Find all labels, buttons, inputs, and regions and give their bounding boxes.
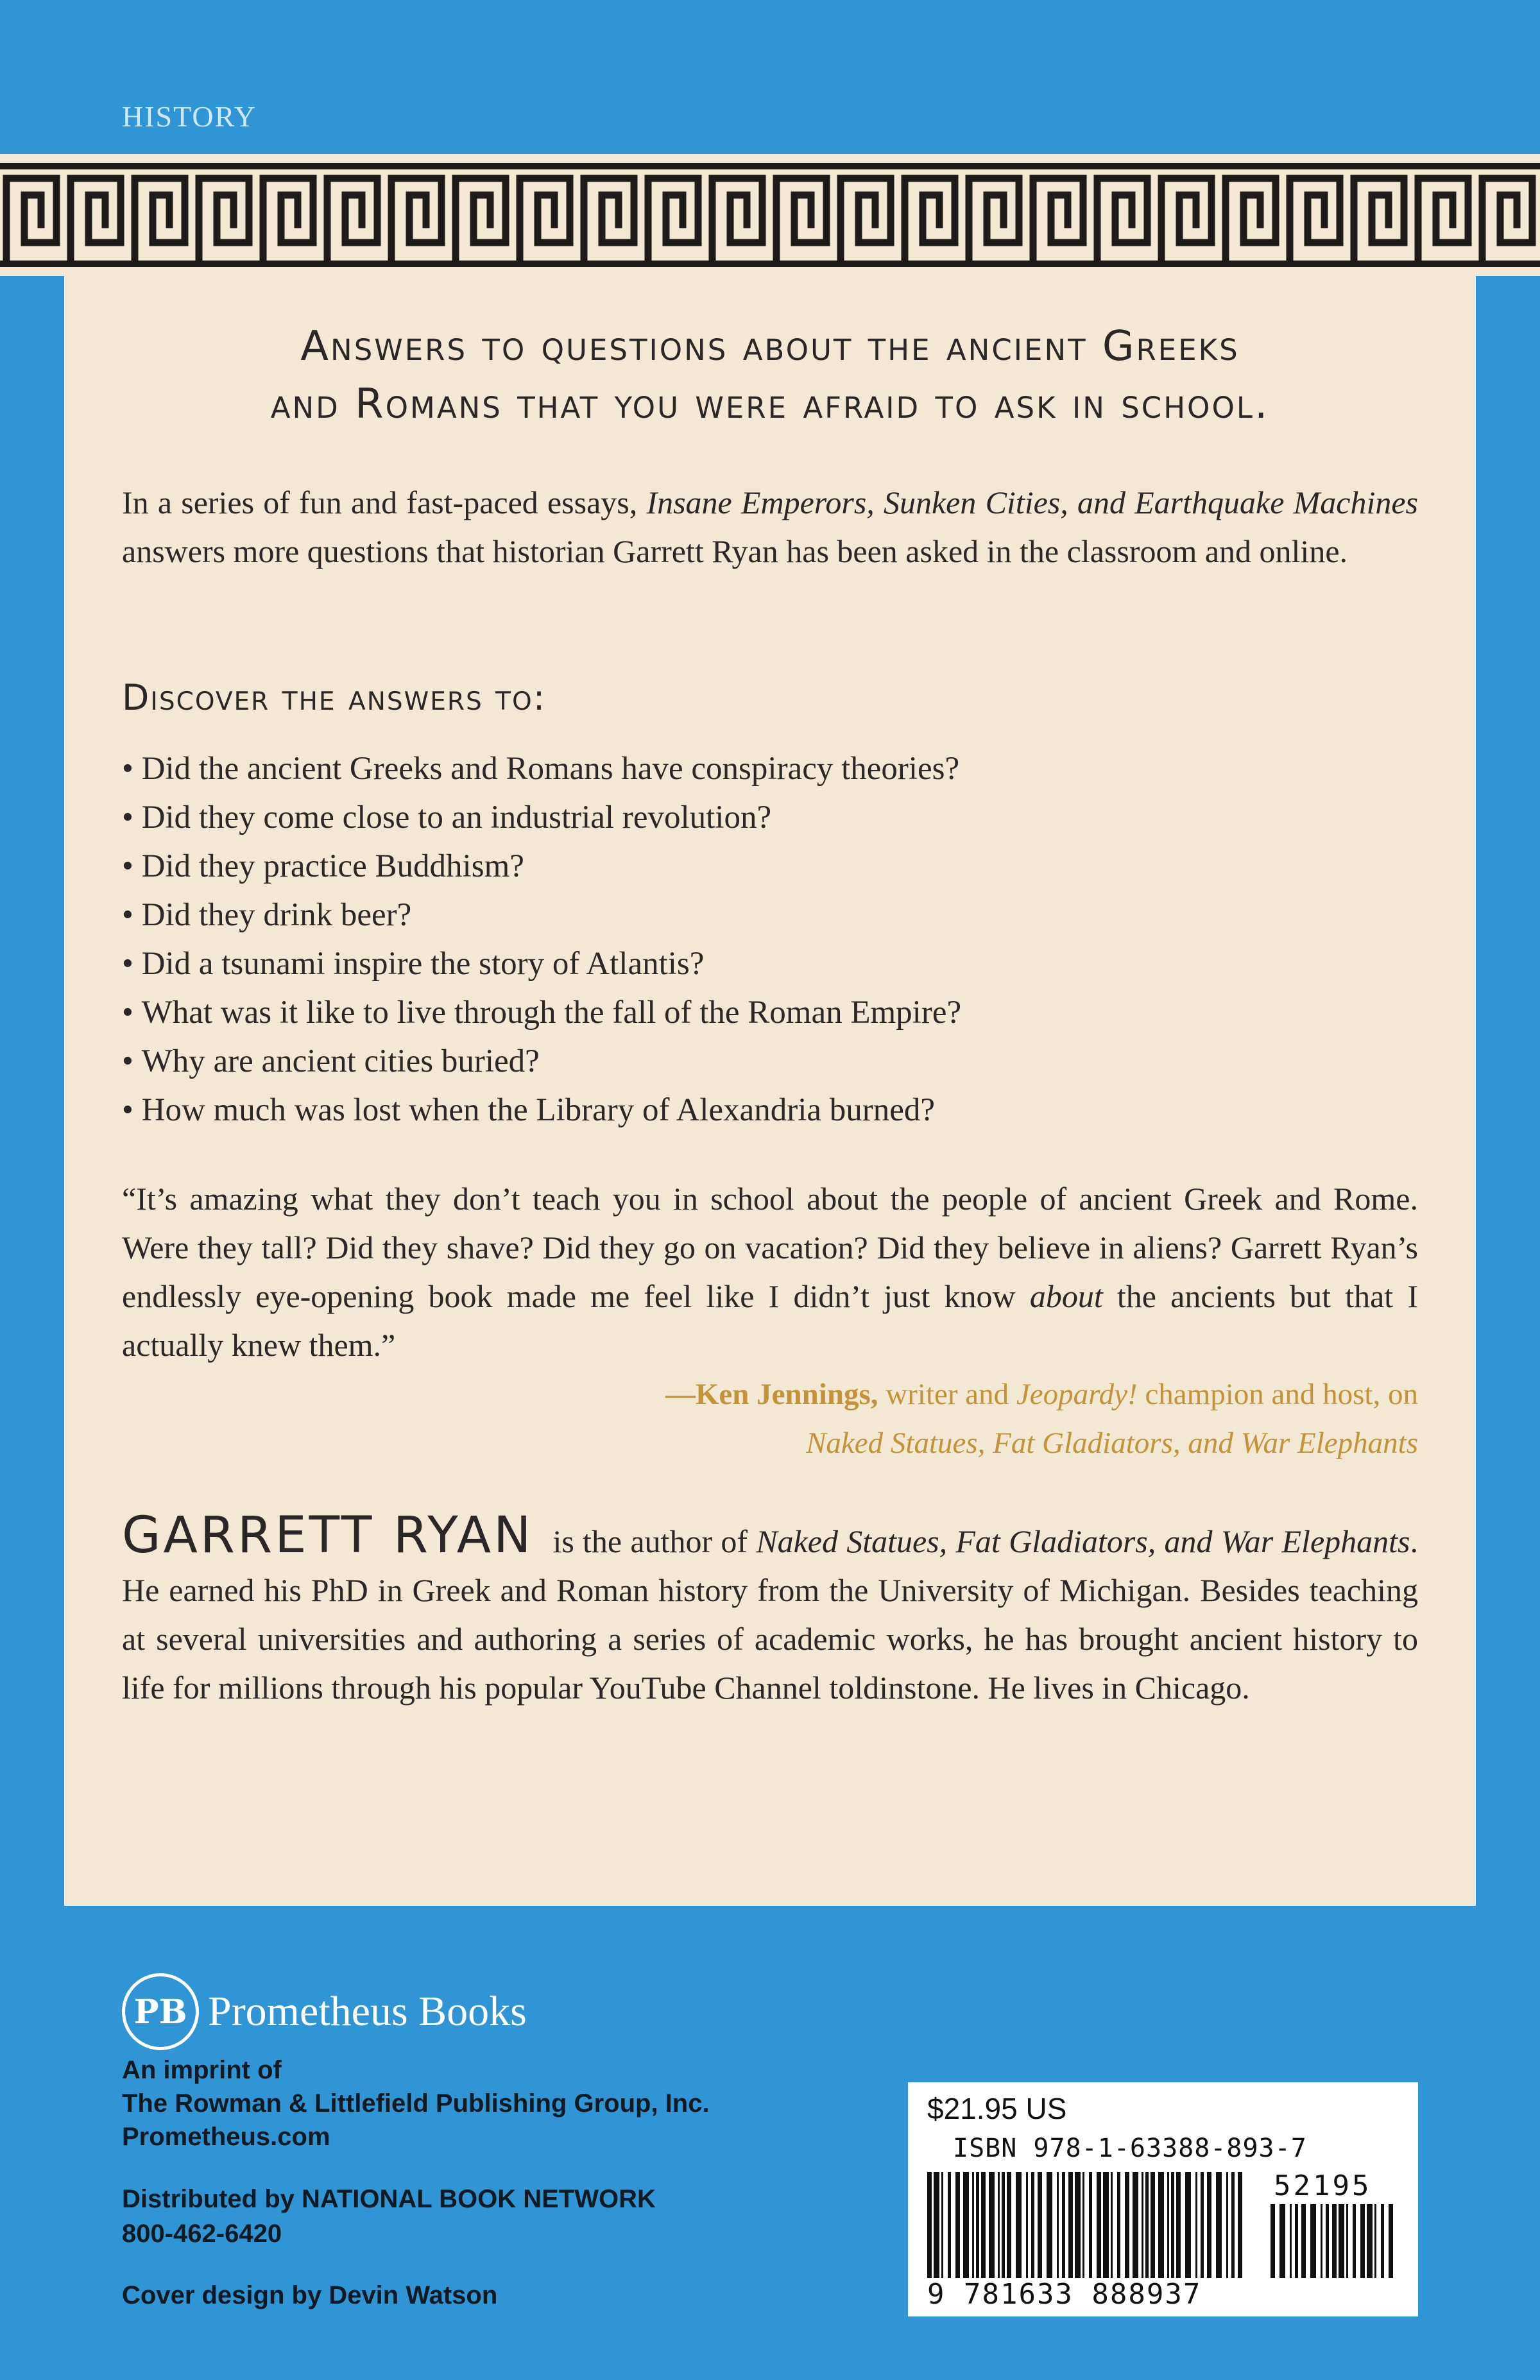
barcode-bar bbox=[972, 2172, 974, 2278]
imprint-line: Prometheus.com bbox=[122, 2123, 330, 2151]
barcode-bar bbox=[1310, 2204, 1316, 2278]
barcode-bar bbox=[1016, 2172, 1022, 2278]
barcode-bar bbox=[941, 2172, 943, 2278]
barcode-bar bbox=[981, 2172, 986, 2278]
barcode-bar bbox=[1346, 2204, 1348, 2278]
imprint-line: An imprint of bbox=[122, 2056, 282, 2084]
attribution-line-2 bbox=[665, 1419, 1418, 1468]
cover-design-credit: Cover design by Devin Watson bbox=[122, 2281, 498, 2309]
quote-text-start: “It’s amazing what they don’t teach you in school about the people of ancient Greek and Rome. Were they tall? Did they shave? Did they go on vacation? Did they believe in aliens? Garrett Ryan’s endlessly eye-opening book made me feel like I didn’t just know bbox=[122, 1181, 1418, 1314]
barcode-bar bbox=[1062, 2172, 1065, 2278]
barcode-bar bbox=[927, 2172, 932, 2278]
imprint-line: The Rowman & Littlefield Publishing Group, Inc. bbox=[122, 2089, 710, 2118]
intro-text-start: In a series of fun and fast-paced essays, bbox=[122, 484, 647, 520]
barcode-bar bbox=[934, 2172, 939, 2278]
author-name: GARRETT RYAN bbox=[122, 1507, 534, 1564]
bio-text-start: is the author of bbox=[552, 1523, 757, 1559]
quote-attribution bbox=[665, 1370, 1418, 1468]
barcode-bar bbox=[976, 2172, 979, 2278]
barcode-bar bbox=[1201, 2172, 1204, 2278]
barcode-bar bbox=[1226, 2172, 1228, 2278]
barcode-bar bbox=[963, 2172, 969, 2278]
barcode-bar bbox=[1185, 2172, 1191, 2278]
barcode-bar bbox=[998, 2172, 1000, 2278]
attribution-line-1 bbox=[665, 1370, 1418, 1419]
barcode-bar bbox=[1389, 2204, 1393, 2278]
barcode-bar bbox=[1111, 2172, 1113, 2278]
barcode-bar bbox=[1151, 2172, 1155, 2278]
blurb-quote bbox=[122, 1174, 1418, 1369]
barcode-bar bbox=[1082, 2172, 1084, 2278]
attribution-role-end: champion and host, on bbox=[1137, 1378, 1418, 1411]
barcode-bar bbox=[1339, 2204, 1344, 2278]
author-bio bbox=[122, 1507, 1418, 1712]
barcode-bar bbox=[1031, 2172, 1034, 2278]
barcode-bar bbox=[1381, 2204, 1384, 2278]
barcode-bar bbox=[1026, 2172, 1028, 2278]
barcode-box bbox=[908, 2082, 1418, 2316]
intro-book-title: Insane Emperors, Sunken Cities, and Earthquake Machines bbox=[646, 484, 1418, 520]
distributor-line: 800-462-6420 bbox=[122, 2220, 282, 2248]
barcode-bar bbox=[1279, 2204, 1285, 2278]
question-item: • Did they drink beer? bbox=[122, 891, 961, 939]
question-item: • Did the ancient Greeks and Romans have conspiracy theories? bbox=[122, 744, 961, 793]
barcode-bar bbox=[1332, 2204, 1337, 2278]
barcode-bar bbox=[1353, 2204, 1356, 2278]
barcode-bar bbox=[1075, 2172, 1081, 2278]
questions-list bbox=[122, 744, 961, 1134]
bio-book-title: Naked Statues, Fat Gladiators, and War Elephants bbox=[756, 1523, 1410, 1559]
barcode-bar bbox=[1238, 2172, 1242, 2278]
barcode-bar bbox=[1002, 2172, 1005, 2278]
attribution-book: Naked Statues, Fat Gladiators, and War Elephants bbox=[806, 1426, 1418, 1460]
barcode-bar bbox=[1321, 2204, 1322, 2278]
barcode-bar bbox=[1117, 2172, 1120, 2278]
barcode-bar bbox=[1195, 2172, 1197, 2278]
distributor-line: Distributed by NATIONAL BOOK NETWORK bbox=[122, 2185, 656, 2213]
barcode-bar bbox=[989, 2172, 995, 2278]
barcode-digits: 9 781633 888937 bbox=[927, 2278, 1248, 2311]
addon-barcode bbox=[1270, 2204, 1399, 2278]
headline-line-1: Answers to questions about the ancient Greeks bbox=[300, 323, 1240, 370]
bio-text-end: . He earned his PhD in Greek and Roman history from the University of Michigan. Besides teaching at several universities and authoring a series of academic works, he has brought ancient history to life for millions through his popular YouTube Channel toldinstone. He lives in Chicago. bbox=[122, 1523, 1418, 1706]
addon-digits: 52195 bbox=[1274, 2170, 1372, 2202]
barcode-bar bbox=[1158, 2172, 1164, 2278]
attribution-show: Jeopardy! bbox=[1016, 1378, 1138, 1411]
barcode-bar bbox=[1142, 2172, 1143, 2278]
barcode-bar bbox=[1171, 2172, 1174, 2278]
barcode-bar bbox=[1068, 2172, 1073, 2278]
barcode-bar bbox=[1360, 2204, 1365, 2278]
question-item: • Did a tsunami inspire the story of Atlantis? bbox=[122, 939, 961, 988]
barcode-bar bbox=[1038, 2172, 1042, 2278]
barcode-bar bbox=[1097, 2172, 1101, 2278]
barcode-bar bbox=[1057, 2172, 1059, 2278]
imprint-block bbox=[122, 2053, 710, 2153]
question-item: • How much was lost when the Library of Alexandria burned? bbox=[122, 1086, 961, 1134]
attribution-role: writer and bbox=[878, 1378, 1016, 1411]
barcode-bar bbox=[1145, 2172, 1149, 2278]
isbn-barcode bbox=[927, 2172, 1248, 2278]
barcode-bar bbox=[1207, 2172, 1211, 2278]
barcode-bar bbox=[1216, 2172, 1222, 2278]
greek-key-border bbox=[0, 154, 1540, 276]
barcode-bar bbox=[948, 2172, 951, 2278]
distributor-block bbox=[122, 2182, 656, 2251]
attribution-name: —Ken Jennings, bbox=[665, 1378, 878, 1411]
question-item: • Did they come close to an industrial revolution? bbox=[122, 793, 961, 842]
barcode-bar bbox=[1326, 2204, 1329, 2278]
barcode-bar bbox=[1133, 2172, 1138, 2278]
barcode-bar bbox=[1103, 2172, 1109, 2278]
isbn-label: ISBN 978-1-63388-893-7 bbox=[953, 2134, 1307, 2163]
publisher-logo bbox=[122, 1973, 527, 2050]
headline-line-2: and Romans that you were afraid to ask in school. bbox=[270, 381, 1270, 428]
question-item: • Did they practice Buddhism? bbox=[122, 842, 961, 891]
barcode-bar bbox=[1270, 2204, 1275, 2278]
question-item: • Why are ancient cities buried? bbox=[122, 1037, 961, 1086]
barcode-bar bbox=[1231, 2172, 1235, 2278]
publisher-name: Prometheus Books bbox=[208, 1988, 527, 2035]
barcode-bar bbox=[1047, 2172, 1052, 2278]
barcode-bar bbox=[1301, 2204, 1306, 2278]
discover-heading: Discover the answers to: bbox=[122, 677, 547, 718]
barcode-bar bbox=[1295, 2204, 1298, 2278]
barcode-bar bbox=[1367, 2204, 1373, 2278]
barcode-bar bbox=[1167, 2172, 1169, 2278]
barcode-bar bbox=[1374, 2204, 1376, 2278]
barcode-bar bbox=[955, 2172, 960, 2278]
barcode-bar bbox=[1290, 2204, 1292, 2278]
price-label: $21.95 US bbox=[927, 2092, 1067, 2125]
barcode-bar bbox=[1007, 2172, 1011, 2278]
intro-paragraph bbox=[122, 478, 1418, 576]
intro-text-end: answers more questions that historian Garrett Ryan has been asked in the classroom and online. bbox=[122, 533, 1348, 569]
barcode-bar bbox=[1176, 2172, 1181, 2278]
quote-text-end: the ancients but that I actually knew them.” bbox=[122, 1278, 1419, 1363]
pb-logo-icon: PB bbox=[122, 1973, 199, 2050]
category-label: HISTORY bbox=[122, 100, 257, 133]
barcode-bar bbox=[1125, 2172, 1129, 2278]
headline bbox=[122, 318, 1418, 433]
question-item: • What was it like to live through the fall of the Roman Empire? bbox=[122, 988, 961, 1037]
barcode-bar bbox=[1089, 2172, 1092, 2278]
quote-emphasis: about bbox=[1029, 1278, 1103, 1314]
